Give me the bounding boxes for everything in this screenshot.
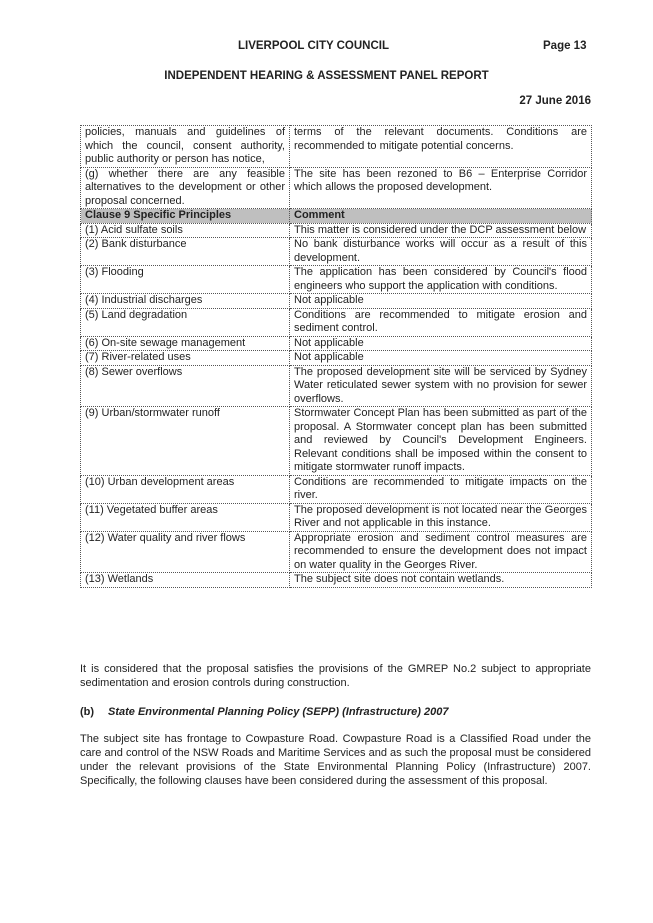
comment-cell: The proposed development is not located near the Georges River and not applicable in this instance. — [290, 503, 592, 531]
sepp-paragraph: The subject site has frontage to Cowpasture Road. Cowpasture Road is a Classified Road under the care and control of the NSW Roads and Maritime Services and as such the proposal must be considered under the relevant provisions of the State Environmental Planning Policy (Infrastructure) 2007. Specifically, the following clauses have been considered during the assessment of this proposal. — [80, 733, 591, 787]
header-org: LIVERPOOL CITY COUNCIL — [238, 40, 390, 52]
comment-cell: Conditions are recommended to mitigate erosion and sediment control. — [290, 308, 592, 336]
criterion-cell: (8) Sewer overflows — [81, 365, 290, 407]
table-row — [81, 238, 592, 266]
criterion-cell: (9) Urban/stormwater runoff — [81, 407, 290, 476]
criterion-cell: (6) On-site sewage management — [81, 336, 290, 351]
comment-cell: Appropriate erosion and sediment control measures are recommended to ensure the development does not impact on water quality in the Georges River. — [290, 531, 592, 573]
table-header-row — [81, 209, 592, 224]
assessment-table — [80, 125, 592, 588]
table-row — [81, 351, 592, 366]
table-row — [81, 475, 592, 503]
comment-cell: Not applicable — [290, 336, 592, 351]
criterion-cell: (5) Land degradation — [81, 308, 290, 336]
comment-cell: terms of the relevant documents. Conditions are recommended to mitigate potential concerns. — [290, 126, 592, 168]
conclusion-paragraph: It is considered that the proposal satisfies the provisions of the GMREP No.2 subject to appropriate sedimentation and erosion controls during construction. — [80, 663, 591, 689]
section-title: State Environmental Planning Policy (SEPP) (Infrastructure) 2007 — [108, 706, 449, 718]
table-row — [81, 308, 592, 336]
comment-cell: The site has been rezoned to B6 – Enterprise Corridor which allows the proposed development. — [290, 167, 592, 209]
comment-cell: This matter is considered under the DCP assessment below — [290, 223, 592, 238]
comment-cell: Stormwater Concept Plan has been submitted as part of the proposal. A Stormwater concept plan has been submitted and reviewed by Council's Development Engineers. Relevant conditions shall be imposed within the consent to mitigate stormwater runoff impacts. — [290, 407, 592, 476]
criterion-cell: (13) Wetlands — [81, 573, 290, 588]
comment-cell: Not applicable — [290, 351, 592, 366]
report-title: INDEPENDENT HEARING & ASSESSMENT PANEL REPORT — [164, 70, 489, 82]
comment-cell: The proposed development site will be serviced by Sydney Water reticulated sewer system with no provision for sewer overflows. — [290, 365, 592, 407]
comment-cell: Conditions are recommended to mitigate impacts on the river. — [290, 475, 592, 503]
table-row — [81, 294, 592, 309]
table-row — [81, 503, 592, 531]
column-header-principles: Clause 9 Specific Principles — [81, 209, 290, 224]
table-row — [81, 223, 592, 238]
criterion-cell: (7) River-related uses — [81, 351, 290, 366]
section-label: (b) — [80, 706, 95, 718]
column-header-comment: Comment — [290, 209, 592, 224]
criterion-cell: (10) Urban development areas — [81, 475, 290, 503]
criterion-cell: (3) Flooding — [81, 266, 290, 294]
criterion-cell: (12) Water quality and river flows — [81, 531, 290, 573]
criterion-cell: (4) Industrial discharges — [81, 294, 290, 309]
table-row — [81, 167, 592, 209]
criterion-cell: (11) Vegetated buffer areas — [81, 503, 290, 531]
criterion-cell: (1) Acid sulfate soils — [81, 223, 290, 238]
table-row — [81, 365, 592, 407]
comment-cell: No bank disturbance works will occur as a result of this development. — [290, 238, 592, 266]
criterion-cell: policies, manuals and guidelines of which the council, consent authority, public authority or person has notice, — [81, 126, 290, 168]
table-row — [81, 531, 592, 573]
table-row — [81, 573, 592, 588]
section-heading — [80, 706, 448, 718]
comment-cell: The application has been considered by Council's flood engineers who support the application with conditions. — [290, 266, 592, 294]
header-page-number: Page 13 — [543, 40, 587, 52]
table-row — [81, 266, 592, 294]
table-row — [81, 336, 592, 351]
table-row — [81, 126, 592, 168]
criterion-cell: (2) Bank disturbance — [81, 238, 290, 266]
comment-cell: Not applicable — [290, 294, 592, 309]
criterion-cell: (g) whether there are any feasible alternatives to the development or other proposal concerned. — [81, 167, 290, 209]
report-date: 27 June 2016 — [519, 95, 591, 107]
comment-cell: The subject site does not contain wetlands. — [290, 573, 592, 588]
table-row — [81, 407, 592, 476]
